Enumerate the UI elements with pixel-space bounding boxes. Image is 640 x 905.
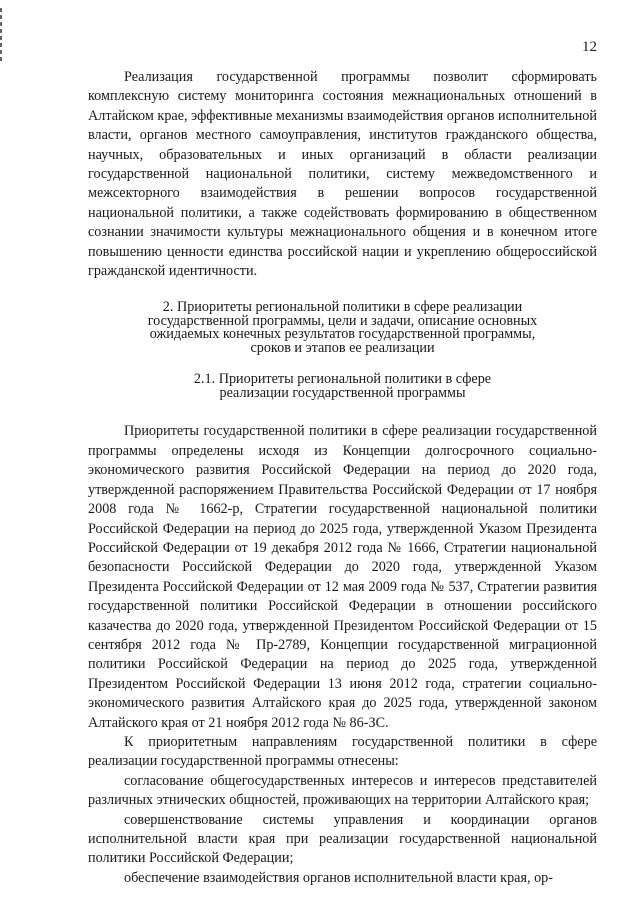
subsection-heading-line: реализации государственной программы [219, 384, 466, 401]
intro-paragraph: Реализация государственной программы позволит сформировать комплексную систему мониторинга состояния межнациональных отношений в Алтайском крае, эффективные механизмы взаимодействия органов исполнительной власти, органов местного самоуправления, институтов гражданского общества, научных, образовательных и иных организаций в области реализации государственной национальной политики, систему межведомственного и межсекторного взаимодействия в решении вопросов государственной национальной политики, а также содействовать формированию в общественном сознании значимости культуры межнационального общения и в конечном итоге повышению ценности единства российской нации и укреплению общероссийской гражданской идентичности. [88, 69, 597, 280]
page-number: 12 [582, 39, 597, 55]
list-item: совершенствование системы управления и координации органов исполнительной власти края при реализации государственной национальной политики Российской Федерации; [88, 811, 597, 867]
section-heading-line: сроков и этапов ее реализации [250, 339, 435, 356]
section-heading-line: государственной программы, цели и задачи, описание основных [147, 312, 538, 329]
scan-edge-mark [0, 8, 2, 64]
section-heading [88, 301, 597, 355]
list-item: обеспечение взаимодействия органов исполнительной власти края, ор- [124, 869, 553, 886]
list-item: согласование общегосударственных интересов и интересов представителей различных этнических общностей, проживающих на территории Алтайского края; [88, 772, 597, 809]
section-heading-line: 2. Приоритеты региональной политики в сфере реализации [162, 299, 523, 316]
directions-intro: К приоритетным направлениям государственной политики в сфере реализации государственной программы отнесены: [88, 733, 597, 770]
priorities-paragraph: Приоритеты государственной политики в сфере реализации государственной программы определены исходя из Концепции долгосрочного социально-экономического развития Российской Федерации на период до 2020 года, утвержденной распоряжением Правительства Российской Федерации от 17 ноября 2008 года № 1662-р, Стратегии государственной национальной политики Российской Федерации на период до 2025 года, утвержденной Указом Президента Российской Федерации от 19 декабря 2012 года № 1666, Стратегии национальной безопасности Российской Федерации до 2020 года, утвержденной Указом Президента Российской Федерации от 12 мая 2009 года № 537, Стратегии развития государственной политики Российской Федерации в отношении российского казачества до 2020 года, утвержденной Президентом Российской Федерации от 15 сентября 2012 года № Пр-2789, Концепции государственной миграционной политики Российской Федерации на период до 2025 года, утвержденной Президентом Российской Федерации 13 июня 2012 года, стратегии социально-экономического развития Алтайского края до 2025 года, утвержденной законом Алтайского края от 21 ноября 2012 года № 86-ЗС. [88, 423, 597, 731]
subsection-heading-line: 2.1. Приоритеты региональной политики в сфере [193, 371, 492, 388]
section-heading-line: ожидаемых конечных результатов государственной программы, [149, 326, 536, 343]
subsection-heading [88, 373, 597, 400]
document-body [88, 68, 597, 888]
